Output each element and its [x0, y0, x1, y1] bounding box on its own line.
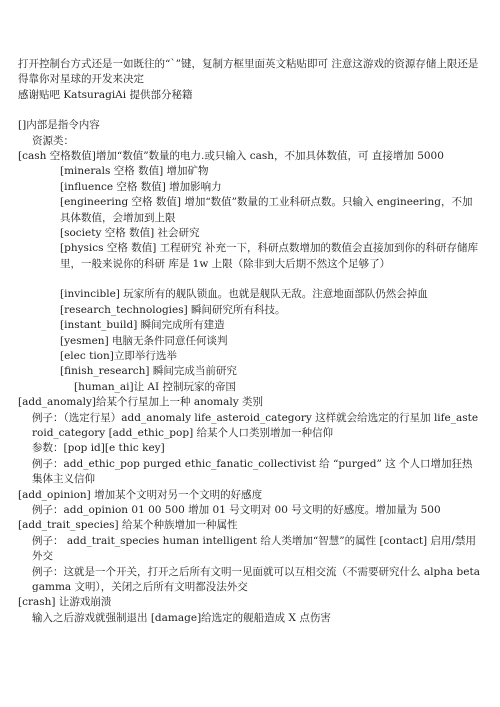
command-line: [influence 空格 数值] 增加影响力	[60, 180, 222, 193]
command-line: [finish_research] 瞬间完成当前研究	[60, 365, 237, 378]
command-line: [society 空格 数值] 社会研究	[60, 227, 200, 240]
command-list	[18, 149, 482, 626]
command-line: 例子：这就是一个开关，打开之后所有文明一见面就可以互相交流（不需要研究什么 alpha beta gamma 文明），关闭之后所有文明都没法外交	[32, 565, 480, 593]
command-line: 例子：（选定行星）add_anomaly life_asteroid_category 这样就会给选定的行星加 life_asteroid_category [add_ethic_pop] 给某个人口类别增加一种信仰	[32, 411, 479, 439]
spacer	[18, 272, 482, 287]
command-line: 参数：[pop id][e thic key]	[32, 442, 165, 455]
command-line: [human_ai]让 AI 控制玩家的帝国	[74, 380, 236, 393]
command-line: 例子： add_trait_species human intelligent 给人类增加“智慧”的属性 [contact] 启用/禁用外交	[32, 534, 477, 563]
intro-line-1: 打开控制台方式还是一如既往的“`”键，复制方框里面英文粘贴即可 注意这游戏的资源存储上限还是得靠你对星球的开发来决定	[18, 58, 479, 86]
command-line: [invincible] 玩家所有的舰队锁血。也就是舰队无敌。注意地面部队仍然会掉血	[60, 288, 428, 301]
command-line: [minerals 空格 数值] 增加矿物	[60, 165, 209, 178]
command-line: [add_trait_species] 给某个种族增加一种属性	[18, 519, 238, 532]
command-line: [physics 空格 数值] 工程研究 补充一下，科研点数增加的数值会直接加到你的科研存储库里，一般来说你的科研 库是 1w 上限（除非到大后期不然这个足够了）	[60, 242, 478, 270]
command-line: 输入之后游戏就强制退出 [damage]给选定的舰船造成 X 点伤害	[32, 611, 331, 624]
command-line: [research_technologies] 瞬间研究所有科技。	[60, 303, 286, 316]
command-line: [engineering 空格 数值] 增加“数值”数量的工业科研点数。只输入 engineering，不加具体数值，会增加到上限	[60, 196, 473, 224]
spacer	[18, 103, 482, 118]
section-heading: []内部是指令内容	[18, 119, 100, 132]
command-line: 例子：add_opinion 01 00 500 增加 01 号文明对 00 号文明的好感度。增加量为 500	[32, 503, 441, 516]
command-line: 例子：add_ethic_pop purged ethic_fanatic_collectivist 给 “purged” 这 个人口增加狂热集体主义信仰	[32, 457, 473, 486]
resources-title: 资源类：	[32, 134, 74, 147]
command-line: [cash 空格数值]增加“数值”数量的电力.或只输入 cash，不加具体数值，可 直接增加 5000	[18, 150, 444, 163]
document-body	[18, 57, 482, 626]
intro-line-2: 感谢贴吧 KatsuragiAi 提供部分秘籍	[18, 88, 193, 101]
command-line: [yesmen] 电脑无条件同意任何谈判	[60, 334, 228, 347]
command-line: [instant_build] 瞬间完成所有建造	[60, 319, 225, 332]
command-line: [elec tion]立即举行选举	[60, 349, 177, 362]
command-line: [add_anomaly]给某个行星加上一种 anomaly 类别	[18, 396, 264, 409]
command-line: [crash] 让游戏崩溃	[18, 596, 112, 609]
command-line: [add_opinion] 增加某个文明对另一个文明的好感度	[18, 488, 263, 501]
